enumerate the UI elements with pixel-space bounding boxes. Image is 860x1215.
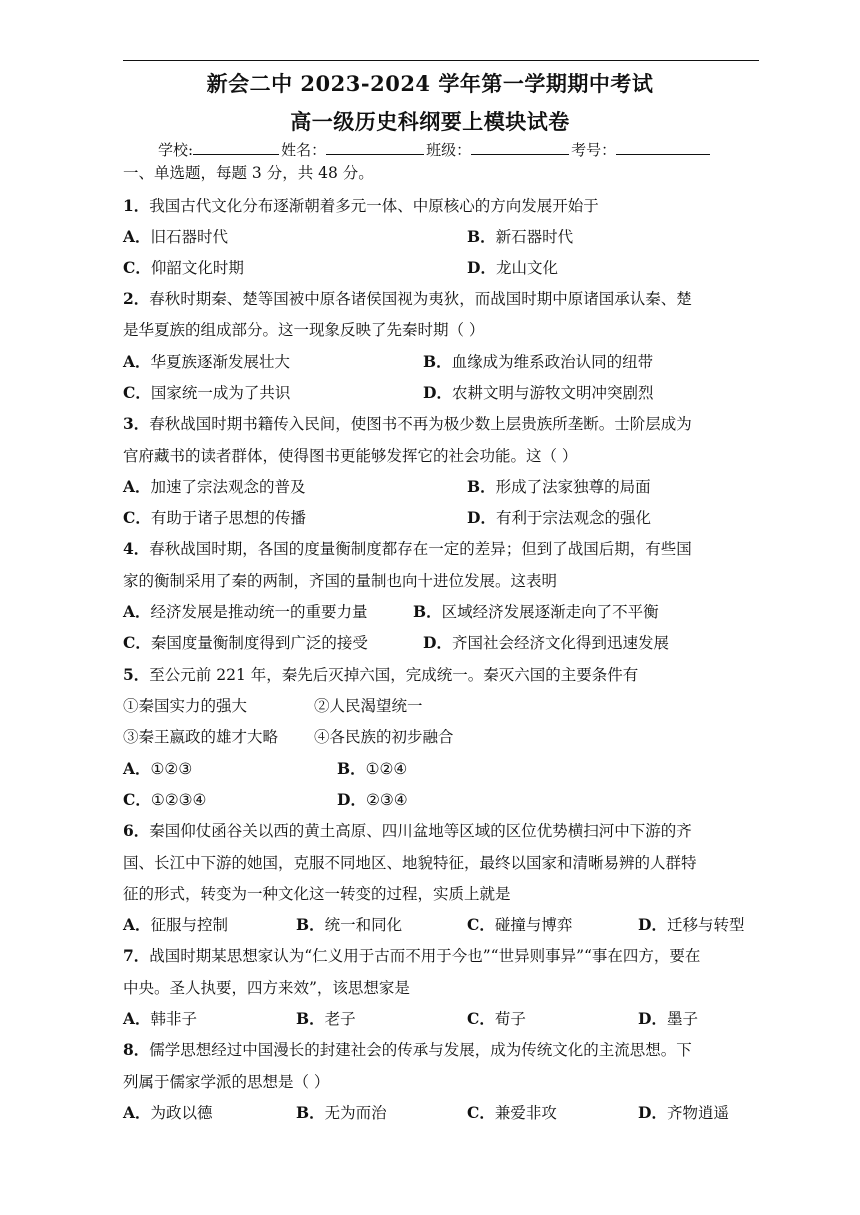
option-letter: C．	[467, 1103, 495, 1122]
option-letter: D．	[337, 790, 366, 809]
q5-item-2: ②人民渴望统一	[314, 697, 423, 715]
option-letter: D．	[638, 1103, 667, 1122]
q4-option-d[interactable]	[423, 633, 669, 653]
question-5-stem	[123, 665, 638, 685]
q2-option-b[interactable]	[423, 352, 653, 372]
q2-option-c[interactable]	[123, 383, 290, 403]
q5-option-b[interactable]	[337, 759, 407, 779]
option-letter: A．	[123, 1009, 151, 1028]
option-text: 老子	[324, 1010, 356, 1028]
option-text: 仰韶文化时期	[150, 259, 244, 277]
option-text: ①②④	[365, 760, 408, 778]
option-text: 区域经济发展逐渐走向了不平衡	[441, 603, 659, 621]
option-letter: B．	[296, 1103, 325, 1122]
option-letter: B．	[296, 1009, 325, 1028]
question-text: 儒学思想经过中国漫长的封建社会的传承与发展，成为传统文化的主流思想。下	[149, 1041, 692, 1059]
option-letter: A．	[123, 602, 151, 621]
option-text: 龙山文化	[495, 259, 558, 277]
q8-option-b[interactable]	[296, 1103, 387, 1123]
q2-option-a[interactable]	[123, 352, 290, 372]
student-info-row	[158, 139, 712, 160]
option-letter: B．	[296, 915, 325, 934]
option-text: 血缘成为维系政治认同的纽带	[451, 353, 654, 371]
q7-option-c[interactable]	[467, 1009, 526, 1029]
question-6-stem-cont: 国、长江中下游的她国，克服不同地区、地貌特征，最终以国家和清晰易辨的人群特	[123, 854, 697, 872]
option-letter: B．	[467, 477, 496, 496]
option-letter: D．	[467, 508, 496, 527]
q5-item-4: ④各民族的初步融合	[314, 728, 454, 746]
option-text: 墨子	[666, 1010, 698, 1028]
option-letter: C．	[467, 915, 495, 934]
option-text: ①②③	[150, 760, 193, 778]
question-1-stem	[123, 196, 599, 216]
q4-option-c[interactable]	[123, 633, 368, 653]
question-number: 6．	[123, 821, 150, 840]
option-text: 形成了法家独尊的局面	[495, 478, 651, 496]
option-text: 国家统一成为了共识	[150, 384, 291, 402]
question-7-stem	[123, 946, 700, 966]
school-label: 学校:	[158, 141, 194, 159]
question-text: 至公元前 221 年，秦先后灭掉六国，完成统一。秦灭六国的主要条件有	[149, 666, 639, 684]
school-field[interactable]	[193, 140, 279, 155]
option-text: ①②③④	[150, 791, 207, 809]
q6-option-a[interactable]	[123, 915, 228, 935]
q1-option-a[interactable]	[123, 227, 228, 247]
option-letter: A．	[123, 759, 151, 778]
question-number: 4．	[123, 539, 150, 558]
q4-option-a[interactable]	[123, 602, 368, 622]
q5-option-c[interactable]	[123, 790, 206, 810]
option-letter: C．	[467, 1009, 495, 1028]
q3-option-c[interactable]	[123, 508, 306, 528]
option-letter: B．	[413, 602, 442, 621]
q3-option-a[interactable]	[123, 477, 306, 497]
option-text: 统一和同化	[324, 916, 403, 934]
option-text: 有利于宗法观念的强化	[495, 509, 651, 527]
q6-option-c[interactable]	[467, 915, 572, 935]
option-letter: D．	[638, 915, 667, 934]
option-letter: C．	[123, 790, 151, 809]
option-text: 旧石器时代	[150, 228, 229, 246]
q5-item-3: ③秦王嬴政的雄才大略	[123, 728, 279, 746]
question-3-stem-cont: 官府藏书的读者群体，使得图书更能够发挥它的社会功能。这（ ）	[123, 447, 578, 465]
q5-option-a[interactable]	[123, 759, 192, 779]
exam-number-label: 考号：	[571, 141, 617, 159]
question-number: 3．	[123, 414, 150, 433]
option-letter: A．	[123, 477, 151, 496]
q3-option-d[interactable]	[467, 508, 651, 528]
option-letter: D．	[638, 1009, 667, 1028]
option-text: 无为而治	[324, 1104, 387, 1122]
exam-title: 新会二中 2023-2024 学年第一学期期中考试	[206, 71, 654, 96]
option-text: 荀子	[494, 1010, 526, 1028]
option-text: 经济发展是推动统一的重要力量	[150, 603, 368, 621]
option-letter: A．	[123, 915, 151, 934]
option-letter: C．	[123, 258, 151, 277]
q2-option-d[interactable]	[423, 383, 653, 403]
question-number: 1．	[123, 196, 150, 215]
option-letter: B．	[467, 227, 496, 246]
question-3-stem	[123, 414, 692, 434]
name-label: 姓名：	[281, 141, 327, 159]
question-number: 7．	[123, 946, 150, 965]
option-text: 迁移与转型	[666, 916, 745, 934]
option-text: 齐物逍遥	[666, 1104, 729, 1122]
question-number: 8．	[123, 1040, 150, 1059]
question-2-stem-cont: 是华夏族的组成部分。这一现象反映了先秦时期（ ）	[123, 321, 485, 339]
exam-subtitle: 高一级历史科纲要上模块试卷	[290, 109, 570, 134]
question-text: 秦国仰仗函谷关以西的黄土高原、四川盆地等区域的区位优势横扫河中下游的齐	[149, 822, 692, 840]
question-6-stem-cont-2: 征的形式，转变为一种文化这一转变的过程，实质上就是	[123, 885, 511, 903]
option-letter: D．	[467, 258, 496, 277]
question-4-stem	[123, 539, 692, 559]
question-text: 春秋战国时期，各国的度量衡制度都存在一定的差异；但到了战国后期，有些国	[149, 540, 692, 558]
option-letter: B．	[337, 759, 366, 778]
option-text: 兼爱非攻	[494, 1104, 557, 1122]
q8-option-c[interactable]	[467, 1103, 557, 1123]
option-text: 齐国社会经济文化得到迅速发展	[451, 634, 669, 652]
class-field[interactable]	[471, 140, 569, 155]
option-text: 秦国度量衡制度得到广泛的接受	[150, 634, 368, 652]
q1-option-c[interactable]	[123, 258, 244, 278]
option-text: 新石器时代	[495, 228, 574, 246]
option-letter: A．	[123, 352, 151, 371]
section-heading: 一、单选题，每题 3 分，共 48 分。	[123, 164, 374, 182]
question-4-stem-cont: 家的衡制采用了秦的两制，齐国的量制也向十进位发展。这表明	[123, 572, 558, 590]
option-text: ②③④	[365, 791, 408, 809]
q5-option-d[interactable]	[337, 790, 408, 810]
question-text: 春秋战国时期书籍传入民间，使图书不再为极少数上层贵族所垄断。士阶层成为	[149, 415, 692, 433]
question-8-stem	[123, 1040, 692, 1060]
exam-number-field[interactable]	[616, 140, 710, 155]
option-text: 加速了宗法观念的普及	[150, 478, 306, 496]
q1-option-d[interactable]	[467, 258, 558, 278]
class-label: 班级：	[426, 141, 472, 159]
q5-item-1: ①秦国实力的强大	[123, 697, 248, 715]
q1-option-b[interactable]	[467, 227, 573, 247]
question-number: 5．	[123, 665, 150, 684]
option-letter: A．	[123, 227, 151, 246]
q8-option-a[interactable]	[123, 1103, 213, 1123]
option-text: 华夏族逐渐发展壮大	[150, 353, 291, 371]
question-6-stem	[123, 821, 692, 841]
question-7-stem-cont: 中央。圣人执要，四方来效”，该思想家是	[123, 979, 410, 997]
option-letter: B．	[423, 352, 452, 371]
option-letter: D．	[423, 633, 452, 652]
option-text: 农耕文明与游牧文明冲突剧烈	[451, 384, 654, 402]
q6-option-b[interactable]	[296, 915, 402, 935]
q7-option-d[interactable]	[638, 1009, 698, 1029]
option-text: 碰撞与博弈	[494, 916, 573, 934]
q4-option-b[interactable]	[413, 602, 659, 622]
question-text: 我国古代文化分布逐渐朝着多元一体、中原核心的方向发展开始于	[149, 197, 599, 215]
q3-option-b[interactable]	[467, 477, 651, 497]
option-text: 韩非子	[150, 1010, 198, 1028]
header-rule	[123, 60, 759, 61]
option-text: 征服与控制	[150, 916, 229, 934]
option-letter: C．	[123, 508, 151, 527]
q8-option-d[interactable]	[638, 1103, 729, 1123]
q7-option-a[interactable]	[123, 1009, 197, 1029]
q7-option-b[interactable]	[296, 1009, 356, 1029]
question-text: 春秋时期秦、楚等国被中原各诸侯国视为夷狄，而战国时期中原诸国承认秦、楚	[149, 290, 692, 308]
question-number: 2．	[123, 289, 150, 308]
question-2-stem	[123, 289, 692, 309]
q6-option-d[interactable]	[638, 915, 744, 935]
option-letter: C．	[123, 383, 151, 402]
option-letter: D．	[423, 383, 452, 402]
option-letter: C．	[123, 633, 151, 652]
option-text: 有助于诸子思想的传播	[150, 509, 306, 527]
name-field[interactable]	[326, 140, 424, 155]
option-letter: A．	[123, 1103, 151, 1122]
question-8-stem-cont: 列属于儒家学派的思想是（ ）	[123, 1073, 330, 1091]
option-text: 为政以德	[150, 1104, 213, 1122]
question-text: 战国时期某思想家认为“仁义用于古而不用于今也”“世异则事异”“事在四方，要在	[149, 947, 701, 965]
